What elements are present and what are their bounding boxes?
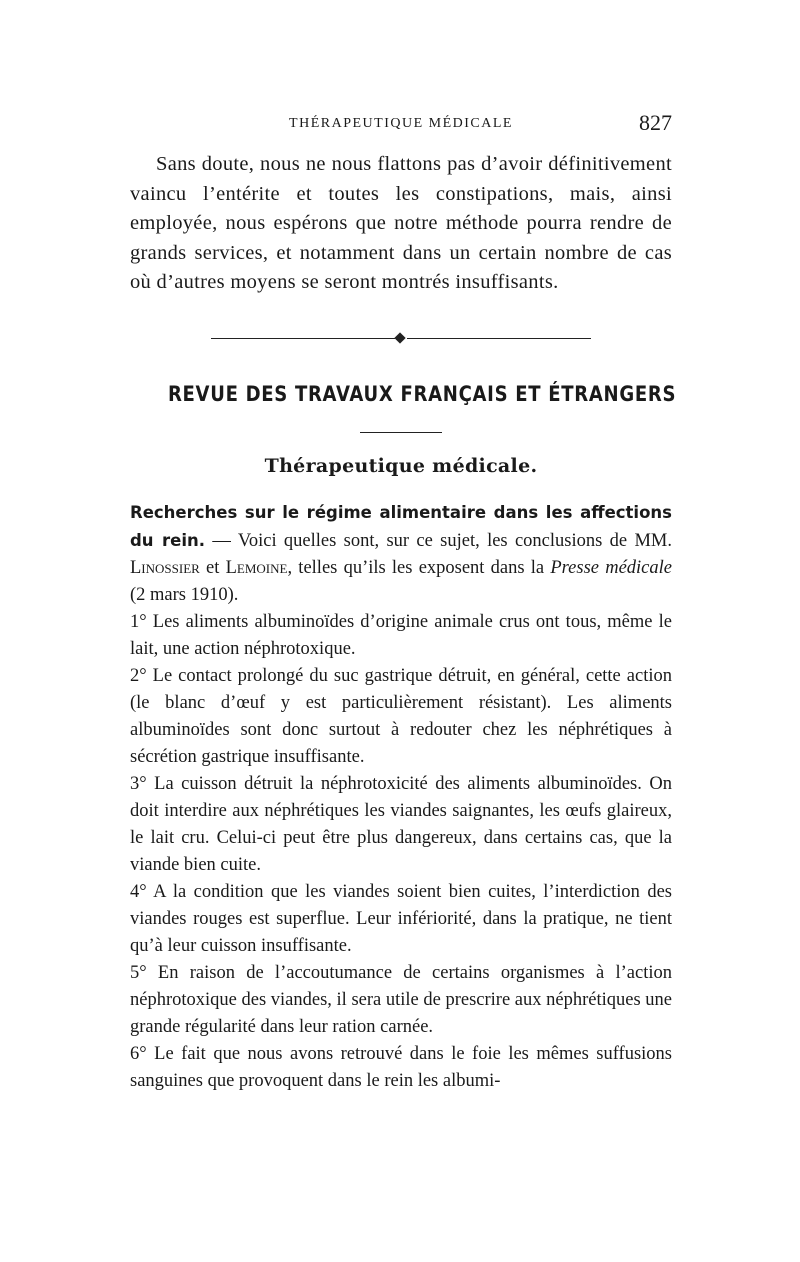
author-lemoine: Lemoine — [225, 558, 288, 578]
page-number: 827 — [639, 110, 672, 135]
short-rule — [360, 432, 442, 434]
journal-name: Presse médicale — [550, 558, 672, 578]
author-linossier: Linossier — [130, 558, 200, 578]
divider-line-left — [211, 338, 395, 340]
point-6: 6° Le fait que nous avons retrouvé dans le foie les mêmes suffusions sanguines que provoquent dans le rein les albumi- — [130, 1044, 672, 1091]
section-title: REVUE DES TRAVAUX FRANÇAIS ET ÉTRANGERS — [167, 381, 677, 406]
running-title: THÉRAPEUTIQUE MÉDICALE — [289, 116, 513, 131]
diamond-icon — [394, 332, 405, 343]
book-page — [130, 110, 677, 1095]
article-text-4: (2 mars 1910). — [130, 585, 239, 605]
ornamental-divider — [211, 334, 591, 344]
article-title: Recherches sur le régime alimentaire dans les affections du rein. — [130, 503, 672, 550]
article-text-1: — Voici quelles sont, sur ce sujet, les conclusions de MM. — [205, 531, 672, 551]
article-intro — [130, 499, 672, 609]
point-4: 4° A la condition que les viandes soient bien cuites, l’interdiction des viandes rouges est superflue. Leur infériorité, dans la pratique, ne tient qu’à leur cuisson insuffisante. — [130, 882, 672, 956]
point-5: 5° En raison de l’accoutumance de certains organismes à l’action néphrotoxique des viandes, il sera utile de prescrire aux néphrétiques une grande régularité dans leur ration carnée. — [130, 963, 672, 1037]
subsection-title: Thérapeutique médicale. — [264, 455, 538, 477]
point-2: 2° Le contact prolongé du suc gastrique détruit, en général, cette action (le blanc d’œuf y est particulièrement résistant). Les aliments albuminoïdes sont donc surtout à redouter chez les néphrétiques à sécrétion gastrique insuffisante. — [130, 666, 672, 767]
divider-line-right — [407, 338, 591, 340]
article-text-3: , telles qu’ils les exposent dans la — [287, 558, 551, 578]
intro-paragraph: Sans doute, nous ne nous flattons pas d’avoir définitivement vaincu l’entérite et toutes les constipations, mais, ainsi employée, nous espérons que notre méthode pourra rendre de grands services, et notamment dans un certain nombre de cas où d’autres moyens se seront montrés insuffisants. — [130, 153, 672, 293]
point-3: 3° La cuisson détruit la néphrotoxicité des aliments albuminoïdes. On doit interdire aux néphrétiques les viandes saignantes, les œufs glaireux, le lait cru. Celui-ci peut être plus dangereux, dans certains cas, que la viande bien cuite. — [130, 774, 672, 875]
article — [130, 499, 672, 1095]
point-1: 1° Les aliments albuminoïdes d’origine animale crus ont tous, même le lait, une action néphrotoxique. — [130, 612, 672, 659]
article-text-2: et — [199, 558, 226, 578]
running-head — [130, 110, 672, 140]
